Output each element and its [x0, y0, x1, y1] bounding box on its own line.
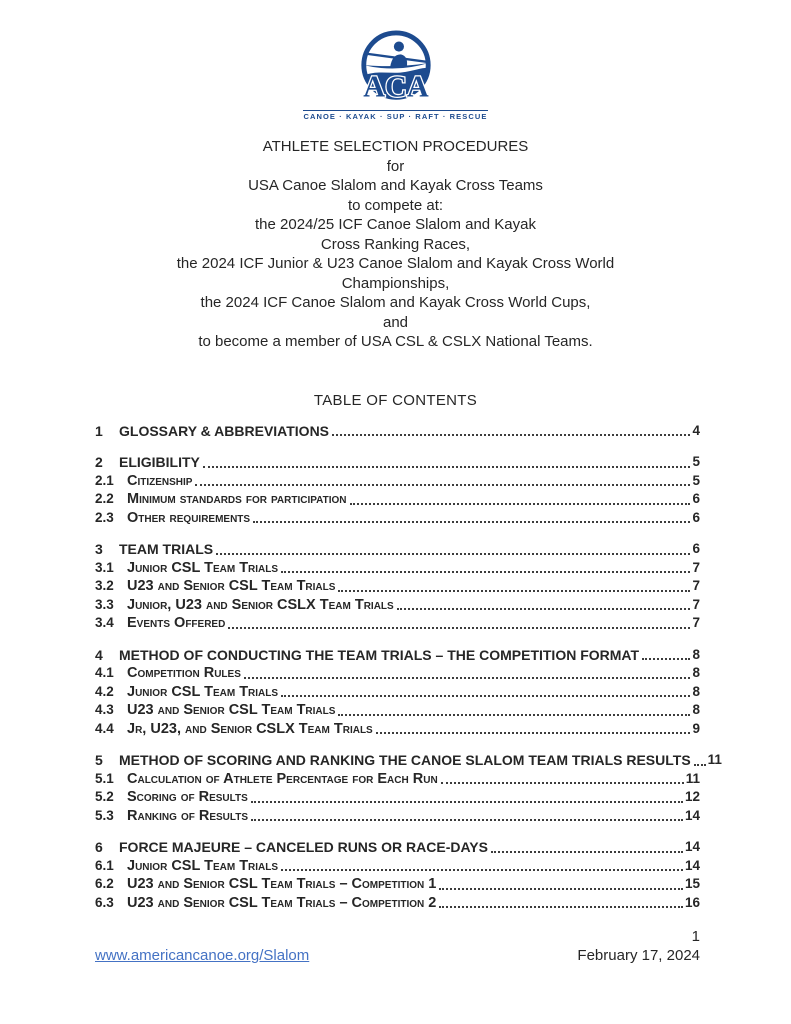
toc-entry-title: Other requirements [127, 509, 251, 526]
toc-dot-leader [694, 764, 706, 766]
toc-entry[interactable] [95, 472, 700, 491]
toc-entry-page: 7 [692, 615, 700, 630]
toc-entry-number: 6.2 [95, 876, 114, 891]
toc-entry-page: 14 [684, 839, 700, 854]
toc-entry-number: 3.3 [95, 596, 114, 612]
toc-dot-leader [397, 608, 691, 610]
toc-entry-page: 8 [692, 702, 700, 717]
title-line: for [386, 157, 405, 175]
toc-entry[interactable] [95, 770, 700, 789]
toc-entry-number: 6.1 [95, 857, 114, 873]
toc-entry-page: 4 [692, 422, 700, 438]
toc-entry[interactable] [95, 614, 700, 633]
title-line: to become a member of USA CSL & CSLX National Teams. [198, 333, 593, 350]
toc-entry-page: 5 [692, 454, 700, 469]
toc-entry-number: 2.1 [95, 472, 114, 488]
toc-entry[interactable] [95, 894, 700, 913]
toc-entry-page: 14 [684, 857, 700, 873]
toc-entry-title: U23 and Senior CSL Team Trials [127, 578, 336, 594]
toc-entry-page: 9 [692, 720, 700, 736]
toc-entry-number: 3 [95, 541, 103, 557]
toc-dot-leader [338, 714, 690, 716]
toc-dot-leader [251, 801, 683, 803]
toc-entry-title: Junior CSL Team Trials [127, 683, 279, 700]
toc-entry-page: 15 [684, 876, 700, 891]
toc-entry-page: 14 [684, 807, 700, 823]
toc-entry-number: 5.3 [95, 807, 114, 823]
title-line: to compete at: [347, 196, 444, 214]
toc-entry-page: 5 [692, 472, 700, 488]
toc-entry[interactable] [95, 683, 700, 702]
toc-dot-leader [376, 732, 691, 734]
toc-entry[interactable] [95, 857, 700, 876]
toc-entry-number: 2.3 [95, 509, 114, 525]
toc-entry-title: Junior, U23 and Senior CSLX Team Trials [127, 596, 394, 613]
toc-entry-number: 5.2 [95, 789, 114, 804]
toc-dot-leader [441, 782, 684, 784]
toc-entry-title: GLOSSARY & ABBREVIATIONS [119, 422, 330, 439]
toc-heading: TABLE OF CONTENTS [313, 391, 478, 409]
toc-entry-number: 5 [95, 752, 103, 768]
logo-tagline: CANOE · KAYAK · SUP · RAFT · RESCUE [303, 112, 488, 121]
toc-entry-number: 3.4 [95, 615, 114, 630]
logo-acronym: ACA [362, 69, 429, 104]
toc-dot-leader [203, 466, 691, 468]
toc-entry-number: 6 [95, 839, 103, 855]
toc-entry-title: Ranking of Results [127, 807, 249, 824]
toc-entry-number: 3.2 [95, 578, 114, 593]
toc-entry[interactable] [95, 453, 700, 472]
toc-dot-leader [228, 627, 690, 629]
toc-entry-number: 4.3 [95, 702, 114, 717]
toc-entry-title: Competition Rules [127, 665, 241, 681]
toc-entry-number: 2.2 [95, 491, 114, 506]
toc-entry-page: 7 [692, 596, 700, 612]
toc-entry[interactable] [95, 540, 700, 559]
toc-entry-title: METHOD OF CONDUCTING THE TEAM TRIALS – THE COMPETITION FORMAT [119, 646, 640, 663]
toc-entry-number: 4.2 [95, 683, 114, 699]
toc-entry-title: Calculation of Athlete Percentage for Each Run [127, 770, 438, 787]
toc-dot-leader [251, 819, 683, 821]
toc-entry[interactable] [95, 701, 700, 720]
toc-dot-leader [195, 484, 690, 486]
toc-dot-leader [642, 658, 690, 660]
toc-entry[interactable] [95, 422, 700, 441]
toc-entry-page: 11 [707, 752, 722, 767]
toc-entry-number: 4 [95, 646, 103, 663]
toc-entry-number: 6.3 [95, 894, 114, 910]
title-line: Championships, [341, 274, 450, 292]
toc-entry-title: METHOD OF SCORING AND RANKING THE CANOE SLALOM TEAM TRIALS RESULTS [119, 752, 691, 768]
toc-entry[interactable] [95, 596, 700, 615]
website-link[interactable]: www.americancanoe.org/Slalom [95, 947, 310, 964]
toc-entry[interactable] [95, 490, 700, 509]
toc-dot-leader [244, 677, 691, 679]
toc-entry[interactable] [95, 577, 700, 596]
title-line: the 2024 ICF Canoe Slalom and Kayak Cross World Cups, [200, 294, 591, 311]
toc-entry-number: 2 [95, 454, 103, 470]
toc-entry-page: 8 [692, 683, 700, 699]
toc-dot-leader [332, 434, 690, 436]
toc-dot-leader [281, 695, 690, 697]
toc-entry-title: Jr, U23, and Senior CSLX Team Trials [127, 720, 373, 737]
toc-entry-page: 7 [692, 559, 700, 575]
toc-entry-page: 8 [692, 665, 700, 680]
toc-entry-page: 6 [692, 491, 700, 506]
toc-entry-number: 3.1 [95, 559, 114, 575]
toc-entry[interactable] [95, 807, 700, 826]
toc-entry-title: Junior CSL Team Trials [127, 857, 279, 874]
toc-entry-title: FORCE MAJEURE – CANCELED RUNS OR RACE-DAYS [119, 839, 488, 855]
toc-entry-title: U23 and Senior CSL Team Trials [127, 702, 336, 718]
toc-entry-number: 1 [95, 422, 103, 439]
toc-entry-number: 4.4 [95, 720, 114, 736]
toc-entry-title: U23 and Senior CSL Team Trials – Competition 1 [127, 876, 437, 892]
toc-entry-page: 6 [692, 509, 700, 525]
toc-entry[interactable] [95, 646, 700, 665]
toc-dot-leader [350, 503, 691, 505]
toc-dot-leader [281, 869, 683, 871]
toc-dot-leader [439, 906, 683, 908]
toc-entry[interactable] [95, 509, 700, 528]
toc-entry-page: 11 [685, 770, 700, 786]
title-line: and [382, 313, 409, 331]
toc-entry-title: U23 and Senior CSL Team Trials – Competition 2 [127, 894, 437, 911]
page-number: 1 [691, 928, 700, 945]
toc-entry-page: 6 [692, 541, 700, 556]
toc-dot-leader [338, 590, 690, 592]
document-title-block [0, 137, 791, 352]
toc-entry-title: Minimum standards for participation [127, 491, 347, 507]
toc-entry-title: ELIGIBILITY [119, 454, 200, 470]
toc-entry[interactable] [95, 720, 700, 739]
toc-entry-title: TEAM TRIALS [119, 541, 214, 557]
aca-logo-mark [337, 28, 455, 108]
toc-dot-leader [281, 571, 690, 573]
page-footer [95, 928, 700, 966]
title-line: USA Canoe Slalom and Kayak Cross Teams [248, 177, 543, 194]
toc-entry-page: 8 [692, 646, 700, 662]
toc-entry[interactable] [95, 559, 700, 578]
toc-entry[interactable] [95, 838, 700, 857]
table-of-contents [95, 422, 722, 913]
toc-entry-page: 12 [684, 789, 700, 804]
toc-entry[interactable] [95, 751, 722, 770]
toc-dot-leader [253, 521, 690, 523]
title-line: Cross Ranking Races, [320, 235, 471, 253]
toc-entry[interactable] [95, 788, 700, 807]
toc-entry-page: 7 [692, 578, 700, 593]
title-line: ATHLETE SELECTION PROCEDURES [262, 138, 529, 155]
toc-dot-leader [216, 553, 690, 555]
footer-date: February 17, 2024 [577, 947, 700, 964]
toc-entry[interactable] [95, 875, 700, 894]
aca-logo [0, 0, 791, 121]
toc-entry-title: Citizenship [127, 472, 193, 489]
toc-entry[interactable] [95, 664, 700, 683]
title-line: the 2024/25 ICF Canoe Slalom and Kayak [254, 216, 536, 233]
toc-dot-leader [439, 888, 683, 890]
paddler-head [393, 41, 403, 51]
toc-entry-number: 5.1 [95, 770, 114, 786]
toc-entry-title: Junior CSL Team Trials [127, 559, 279, 576]
toc-entry-title: Events Offered [127, 615, 226, 631]
toc-entry-page: 16 [684, 894, 700, 910]
toc-entry-number: 4.1 [95, 665, 114, 680]
toc-dot-leader [491, 851, 683, 853]
toc-entry-title: Scoring of Results [127, 789, 248, 805]
title-line: the 2024 ICF Junior & U23 Canoe Slalom and Kayak Cross World [176, 255, 615, 272]
